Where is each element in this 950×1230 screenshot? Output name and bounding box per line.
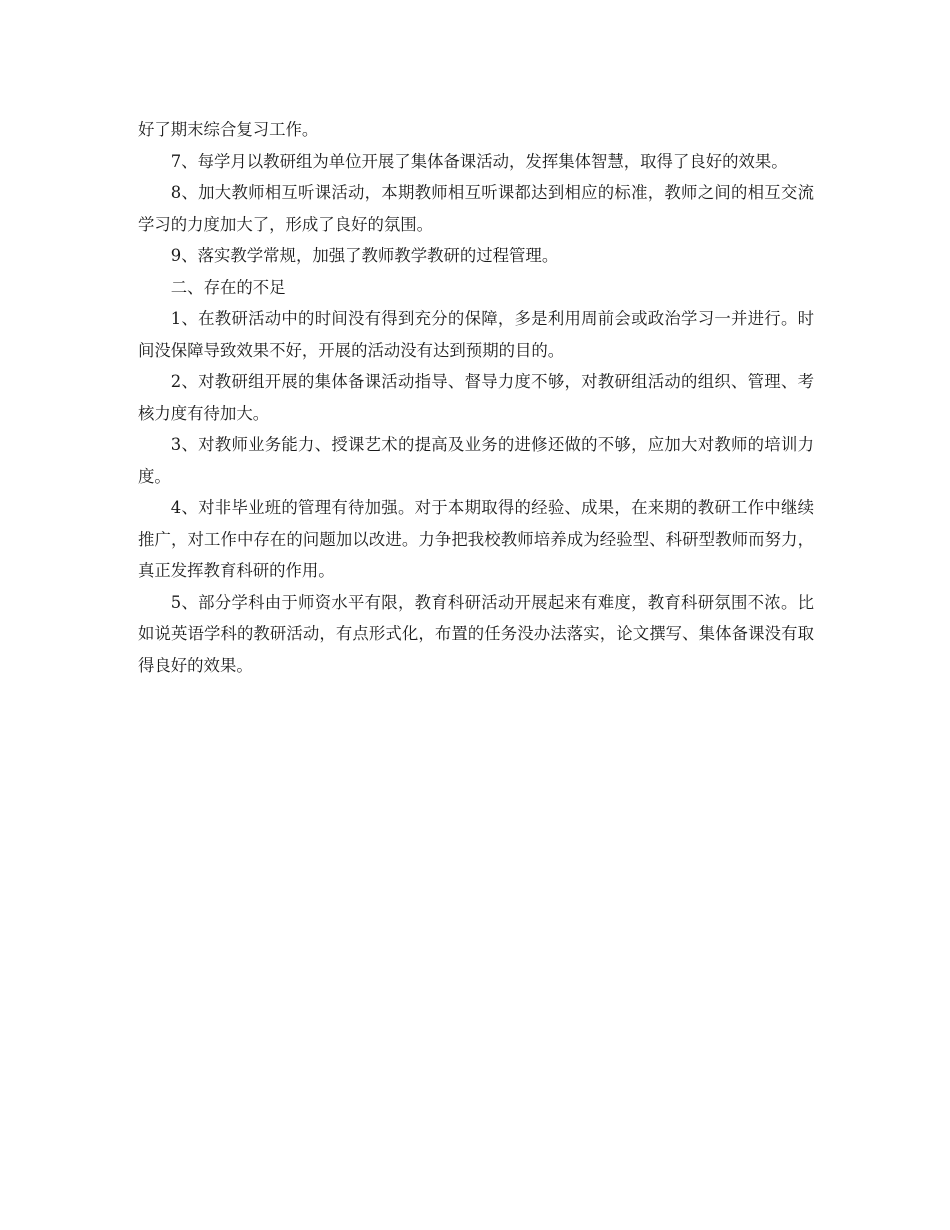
paragraph-shortcoming-4: 4、对非毕业班的管理有待加强。对于本期取得的经验、成果，在来期的教研工作中继续推广，对工作中存在的问题加以改进。力争把我校教师培养成为经验型、科研型教师而努力，真正发挥教育科研的作用。: [138, 498, 814, 580]
document-body: [138, 114, 814, 681]
paragraph-continuation: 好了期末综合复习工作。: [138, 120, 319, 139]
section-heading-shortcomings: 二、存在的不足: [170, 277, 286, 297]
paragraph-shortcoming-1: 1、在教研活动中的时间没有得到充分的保障，多是利用周前会或政治学习一并进行。时间没保障导致效果不好，开展的活动没有达到预期的目的。: [138, 309, 814, 360]
paragraph-shortcoming-5: 5、部分学科由于师资水平有限，教育科研活动开展起来有难度，教育科研氛围不浓。比如说英语学科的教研活动，有点形式化，布置的任务没办法落实，论文撰写、集体备课没有取得良好的效果。: [138, 592, 814, 675]
paragraph-item-7: 7、每学月以教研组为单位开展了集体备课活动，发挥集体智慧，取得了良好的效果。: [170, 151, 788, 171]
paragraph-item-9: 9、落实教学常规，加强了教师教学教研的过程管理。: [170, 246, 559, 265]
paragraph-shortcoming-2: 2、对教研组开展的集体备课活动指导、督导力度不够，对教研组活动的组织、管理、考核力度有待加大。: [138, 372, 814, 423]
paragraph-item-8: 8、加大教师相互听课活动，本期教师相互听课都达到相应的标准，教师之间的相互交流学习的力度加大了，形成了良好的氛围。: [138, 183, 814, 234]
paragraph-shortcoming-3: 3、对教师业务能力、授课艺术的提高及业务的进修还做的不够，应加大对教师的培训力度。: [138, 435, 814, 486]
